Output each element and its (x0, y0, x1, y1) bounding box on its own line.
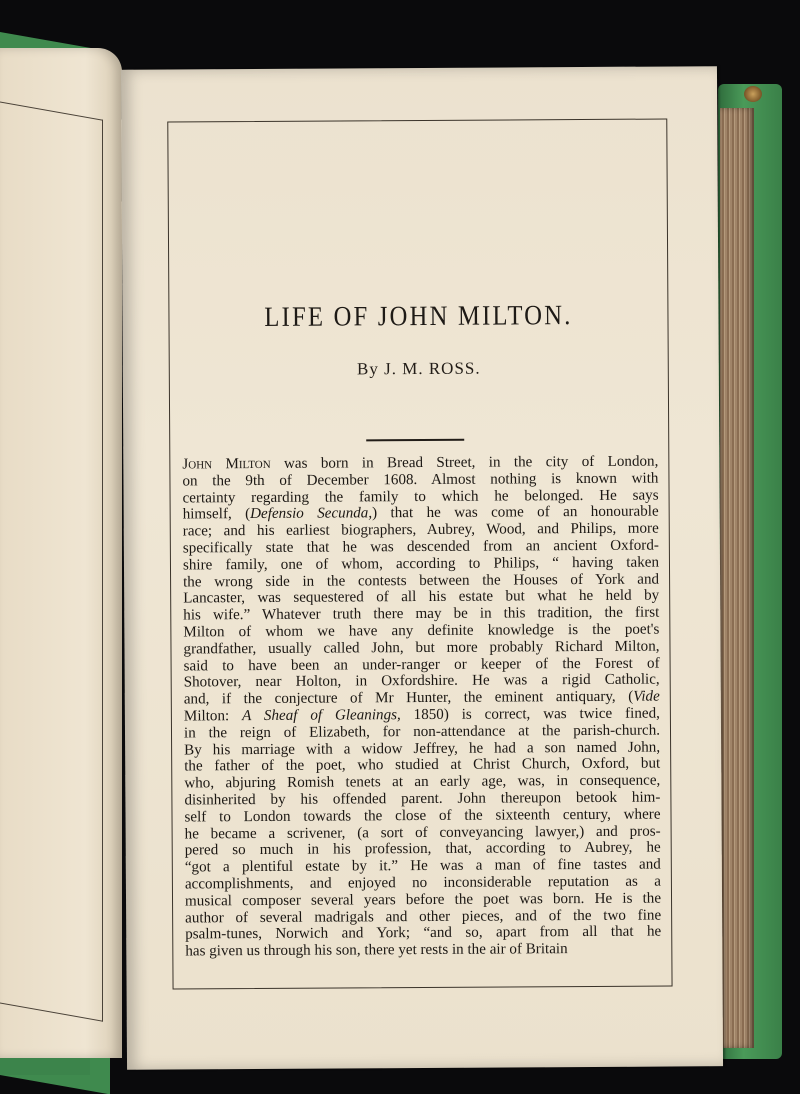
facing-page-left (0, 48, 122, 1058)
text-line: in the reign of Elizabeth, for non-attendance at the parish-church. (183, 722, 661, 742)
text-line: certainty regarding the family to which he belonged. He says (182, 487, 659, 507)
text-line: John Milton was born in Bread Street, in the city of London, (182, 453, 659, 473)
text-line: pered so much in his profession, that, according to Aubrey, he (184, 839, 661, 859)
text-line: himself, (Defensio Secunda,) that he was come of an honourable (182, 503, 659, 523)
text-line: race; and his earliest biographers, Aubrey, Wood, and Philips, more (182, 520, 659, 540)
text-line: the wrong side in the contests between the Houses of York and (183, 571, 660, 591)
text-line: has given us through his son, there yet rests in the air of Britain (185, 941, 568, 960)
page-fore-edge (720, 108, 754, 1048)
text-line: he became a scrivener, (a sort of conveyancing lawyer,) and pros- (184, 823, 661, 842)
title-rule (366, 439, 464, 442)
text-line: “got a plentiful estate by it.” He was a man of fine tastes and (184, 856, 661, 876)
text-line: on the 9th of December 1608. Almost nothing is known with (182, 470, 659, 490)
page-frame (167, 118, 672, 989)
body-text (182, 454, 661, 961)
text-line: the father of the poet, who studied at Christ Church, Oxford, but (184, 755, 661, 775)
text-line: Lancaster, was sequestered of all his estate but what he held by (183, 587, 660, 607)
facing-page-frame (0, 98, 103, 1022)
text-line: Milton of whom we have any definite knowledge is the poet's (183, 621, 660, 641)
text-line: self to London towards the close of the sixteenth century, where (184, 806, 661, 826)
text-line: specifically state that he was descended from an ancient Oxford- (182, 537, 659, 557)
text-line: who, abjuring Romish tenets at an early age, was, in consequence, (184, 772, 661, 792)
text-line: author of several madrigals and other pieces, and of the two fine (185, 907, 662, 926)
text-line: shire family, one of whom, according to Philips, “ having taken (182, 554, 660, 574)
text-line: said to have been an under-ranger or keeper of the Forest of (183, 655, 660, 675)
text-line: musical composer several years before the poet was born. He is the (184, 890, 662, 910)
headband (744, 86, 762, 102)
text-line: Milton: A Sheaf of Gleanings, 1850) is correct, was twice fined, (183, 705, 660, 725)
text-line: and, if the conjecture of Mr Hunter, the eminent antiquary, (Vide (183, 688, 660, 708)
text-line: his wife.” Whatever truth there may be in this tradition, the first (183, 604, 660, 624)
author-byline: By J. M. ROSS. (356, 358, 481, 379)
text-line: By his marriage with a widow Jeffrey, he had a son named John, (184, 739, 661, 759)
text-line: disinherited by his offended parent. John thereupon betook him- (184, 789, 661, 809)
main-page (121, 66, 723, 1070)
text-line: Shotover, near Holton, in Oxfordshire. He was a rigid Catholic, (183, 671, 660, 691)
text-line: accomplishments, and enjoyed no inconsiderable reputation as a (184, 873, 661, 893)
chapter-title: LIFE OF JOHN MILTON. (264, 300, 573, 333)
text-line: grandfather, usually called John, but more probably Richard Milton, (183, 638, 660, 658)
text-line: psalm-tunes, Norwich and York; “and so, apart from all that he (185, 923, 662, 943)
